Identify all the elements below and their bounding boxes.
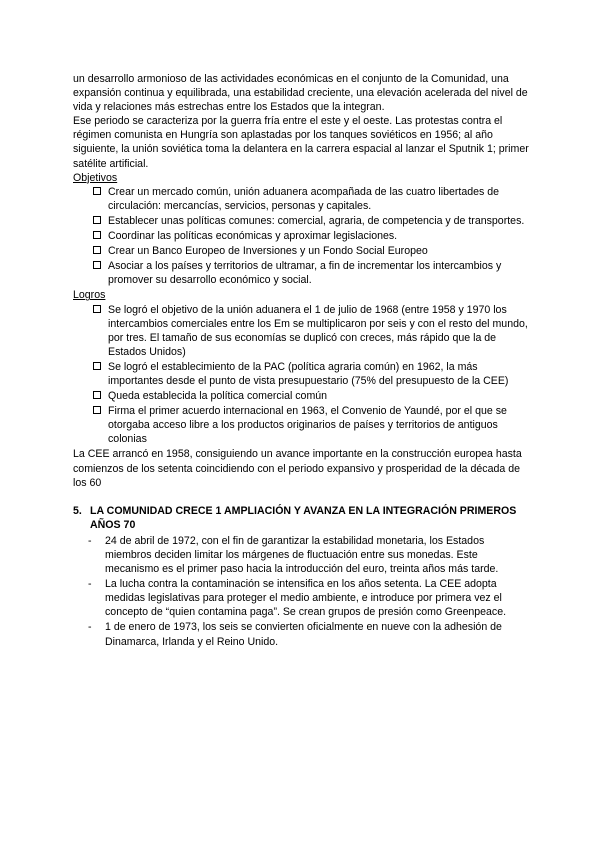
- objetivos-item-text: Crear un Banco Europeo de Inversiones y un Fondo Social Europeo: [108, 245, 428, 258]
- intro-paragraph-2: Ese periodo se caracteriza por la guerra fría entre el este y el oeste. Las protestas contra el régimen comunista en Hungría son aplastadas por los tanques soviéticos en 1956; al año siguiente, la unión soviética toma la delantera en la carrera espacial al lanzar el Sputnik 1; primer satélite artificial.: [73, 115, 529, 170]
- dash-bullet: -: [88, 578, 92, 591]
- section-5-item-text: La lucha contra la contaminación se intensifica en los años setenta. La CEE adopta medidas legislativas para proteger el medio ambiente, e introduce por primera vez el concepto de “quien contamina paga”. Se crean grupos de presión como Greenpeace.: [105, 578, 507, 619]
- section-number: 5.: [73, 504, 82, 517]
- closing-paragraph: La CEE arrancó en 1958, consiguiendo un avance importante en la construcción europea hasta comienzos de los setenta coincidiendo con el periodo expansivo y prosperidad de la década de los 60: [73, 448, 522, 489]
- objetivos-list: [73, 185, 529, 288]
- objetivos-item: [93, 259, 529, 287]
- logros-item: [93, 389, 529, 403]
- objetivos-item: [93, 214, 529, 228]
- checkbox-icon: [93, 406, 101, 414]
- document-body: [73, 72, 529, 650]
- logros-list: [73, 303, 529, 447]
- logros-item-text: Se logró el objetivo de la unión aduanera el 1 de julio de 1968 (entre 1958 y 1970 los intercambios comerciales entre los Em se multiplicaron por seis y con el resto del mundo, por tres. El tamaño de sus economías se duplicó con creces, más rápido que la de Estados Unidos): [108, 303, 528, 358]
- objetivos-item-text: Crear un mercado común, unión aduanera acompañada de las cuatro libertades de circulación: mercancías, servicios, personas y capitales.: [108, 185, 500, 212]
- checkbox-icon: [93, 305, 101, 313]
- section-5-item-text: 1 de enero de 1973, los seis se convierten oficialmente en nueve con la adhesión de Dinamarca, Irlanda y el Reino Unido.: [105, 621, 502, 648]
- logros-item-text: Se logró el establecimiento de la PAC (política agraria común) en 1962, la más importantes desde el punto de vista presupuestario (75% del presupuesto de la CEE): [108, 360, 509, 387]
- section-5-list: [73, 534, 529, 649]
- section-5-item: [88, 620, 529, 648]
- logros-item: [93, 303, 529, 359]
- logros-item-text: Queda establecida la política comercial común: [108, 390, 328, 403]
- logros-item: [93, 404, 529, 446]
- section-5-item: [88, 577, 529, 619]
- objetivos-item-text: Coordinar las políticas económicas y aproximar legislaciones.: [108, 230, 398, 243]
- logros-heading: Logros: [73, 289, 106, 302]
- dash-bullet: -: [88, 621, 92, 634]
- intro-paragraph-1: un desarrollo armonioso de las actividades económicas en el conjunto de la Comunidad, una expansión continua y equilibrada, una estabilidad creciente, una elevación acelerada del nivel de vida y relaciones más estrechas entre los Estados que la integran.: [73, 73, 528, 114]
- logros-item-text: Firma el primer acuerdo internacional en 1963, el Convenio de Yaundé, por el que se otorgaba acceso libre a los productos originarios de países y territorios de antiguos colonias: [108, 405, 507, 446]
- objetivos-item-text: Asociar a los países y territorios de ultramar, a fin de incrementar los intercambios y promover su desarrollo económico y social.: [108, 260, 502, 287]
- objetivos-item: [93, 185, 529, 213]
- section-5-item: [88, 534, 529, 576]
- objetivos-item: [93, 244, 529, 258]
- checkbox-icon: [93, 362, 101, 370]
- section-title-text: LA COMUNIDAD CRECE 1 AMPLIACIÓN Y AVANZA EN LA INTEGRACIÓN PRIMEROS AÑOS 70: [90, 504, 517, 531]
- objetivos-item-text: Establecer unas políticas comunes: comercial, agraria, de competencia y de transportes.: [108, 214, 525, 227]
- checkbox-icon: [93, 246, 101, 254]
- objetivos-item: [93, 229, 529, 243]
- dash-bullet: -: [88, 534, 92, 547]
- section-5-item-text: 24 de abril de 1972, con el fin de garantizar la estabilidad monetaria, los Estados miembros deciden limitar los márgenes de fluctuación entre sus monedas. Este mecanismo es el primer paso hacia la introducción del euro, treinta años más tarde.: [105, 534, 499, 576]
- objetivos-heading: Objetivos: [73, 171, 118, 184]
- checkbox-icon: [93, 261, 101, 269]
- logros-item: [93, 360, 529, 388]
- checkbox-icon: [93, 187, 101, 195]
- section-5-heading: [73, 504, 529, 532]
- checkbox-icon: [93, 216, 101, 224]
- checkbox-icon: [93, 231, 101, 239]
- checkbox-icon: [93, 391, 101, 399]
